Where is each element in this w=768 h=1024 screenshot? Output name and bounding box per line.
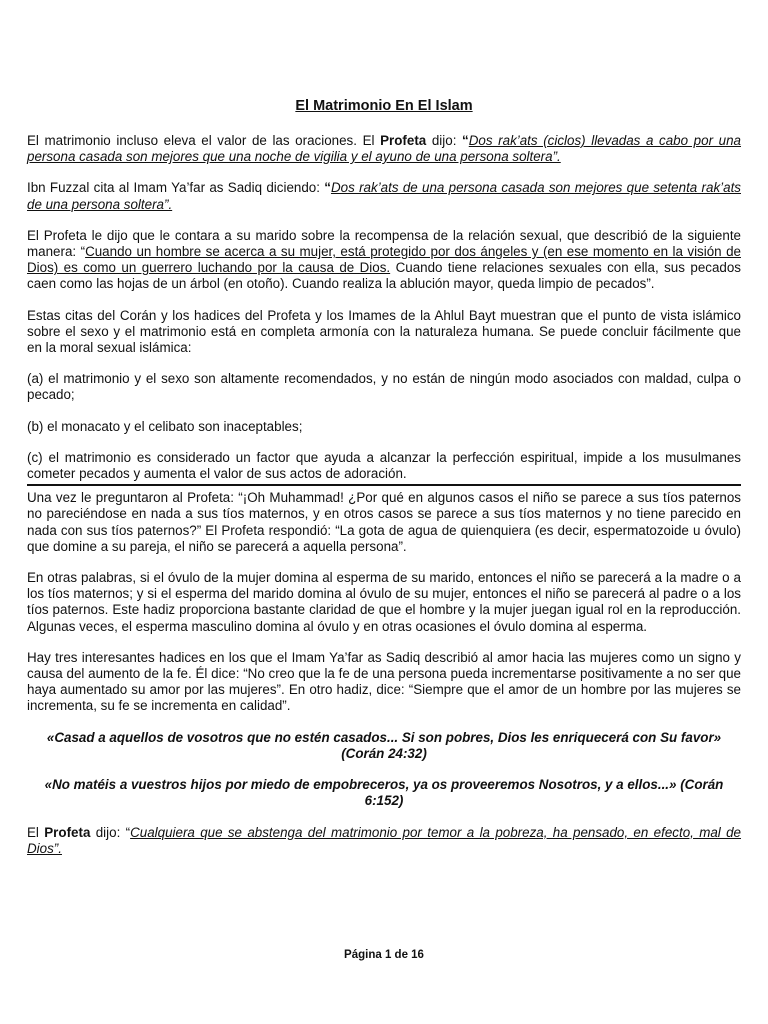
open-quote-mark: “ — [324, 180, 331, 196]
bold-text: Profeta — [380, 133, 427, 148]
paragraph-other-words: En otras palabras, si el óvulo de la mujer domina al esperma de su marido, entonces el niño se parecerá a la madre o a los tíos maternos; y si el esperma del marido domina al óvulo de su mujer, entonces el niño se parecerá al padre o a los tíos paternos. Este hadiz proporciona bastante claridad de que el hombre y la mujer juegan igual rol en la reproducción. Algunas veces, el esperma masculino domina al óvulo y en otras ocasiones el óvulo domina al esperma. — [27, 570, 741, 634]
quoted-hadith: Cualquiera que se abstenga del matrimonio por temor a la pobreza, ha pensado, en efecto, mal de Dios”. — [27, 824, 741, 856]
text-run: El Profeta le dijo que le contara a su marido sobre la recompensa de la relación sexual, que describió de la siguiente manera: “ — [27, 227, 741, 260]
paragraph-love-women: Hay tres interesantes hadices en los que el Imam Ya’far as Sadiq describió al amor hacia las mujeres como un signo y causa del aumento de la fe. Él dice: “No creo que la fe de una persona pueda incrementarse positivamente a no ser que haya aumentado su amor por las mujeres”. En otro hadiz, dice: “Siempre que el amor de un hombre por las mujeres se incrementa, su fe se incrementa en calidad”. — [27, 649, 741, 714]
quoted-hadith: Dos rak’ats de una persona casada son mejores que setenta rak’ats de una persona soltera”. — [27, 180, 741, 212]
text-run: dijo: — [426, 133, 463, 148]
underlined-quote: Cuando un hombre se acerca a su mujer, está protegido por dos ángeles y (en ese momento en la visión de Dios) es como un guerrero luchando por la causa de Dios. — [27, 244, 741, 276]
paragraph-quran-hadith: Estas citas del Corán y los hadices del Profeta y los Imames de la Ahlul Bayt muestran que el punto de vista islámico sobre el sexo y el matrimonio está en completa armonía con la naturaleza humana. Se puede concluir fácilmente que en la moral sexual islámica: — [27, 307, 741, 356]
quran-quote-6-152: «No matéis a vuestros hijos por miedo de empobreceros, ya os proveeremos Nosotros, y a ellos...» (Corán 6:152) — [44, 777, 724, 809]
paragraph-question-prophet: Una vez le preguntaron al Profeta: “¡Oh Muhammad! ¿Por qué en algunos casos el niño se parece a sus tíos paternos no pareciéndose en nada a sus tíos maternos, y en otros casos se parece a sus tíos maternos y no tiene parecido en nada con sus tíos paternos?” El Profeta respondió: “La gota de agua de quienquiera (es decir, espermatozoide u óvulo) que domine a su pareja, el niño se parecerá a aquella persona”. — [27, 490, 741, 554]
list-item-a: (a) el matrimonio y el sexo son altamente recomendados, y no están de ningún modo asociados con maldad, culpa o pecado; — [27, 371, 741, 403]
horizontal-divider — [27, 484, 741, 486]
page-number: Página 1 de 16 — [344, 949, 424, 961]
text-run: dijo: “ — [90, 824, 131, 840]
open-quote-mark: “ — [462, 133, 469, 148]
list-item-b: (b) el monacato y el celibato son inaceptables; — [27, 418, 303, 434]
text-run: El — [27, 824, 45, 840]
text-run: Ibn Fuzzal cita al Imam Ya’far as Sadiq diciendo: — [27, 180, 325, 196]
bold-text: Profeta — [44, 824, 91, 840]
list-item-c: (c) el matrimonio es considerado un factor que ayuda a alcanzar la perfección espiritual, impide a los musulmanes cometer pecados y aumenta el valor de sus actos de adoración. — [27, 449, 741, 482]
paragraph-prayer-value — [27, 133, 741, 165]
quran-quote-24-32: «Casad a aquellos de vosotros que no estén casados... Si son pobres, Dios les enriquecerá con Su favor» (Corán 24:32) — [46, 729, 722, 761]
paragraph-ibn-fuzzal — [27, 180, 741, 212]
quoted-hadith: Dos rak’ats (ciclos) llevadas a cabo por una persona casada son mejores que una noche de vigilia y el ayuno de una persona soltera”. — [27, 133, 741, 165]
text-run: El matrimonio incluso eleva el valor de las oraciones. El — [27, 133, 381, 148]
text-run: Cuando tiene relaciones sexuales con ella, sus pecados caen como las hojas de un árbol (en otoño). Cuando realiza la ablución mayor, queda limpio de pecados”. — [27, 260, 741, 292]
document-title: El Matrimonio En El Islam — [295, 98, 473, 114]
paragraph-poverty — [27, 825, 741, 857]
paragraph-reward — [27, 228, 741, 293]
